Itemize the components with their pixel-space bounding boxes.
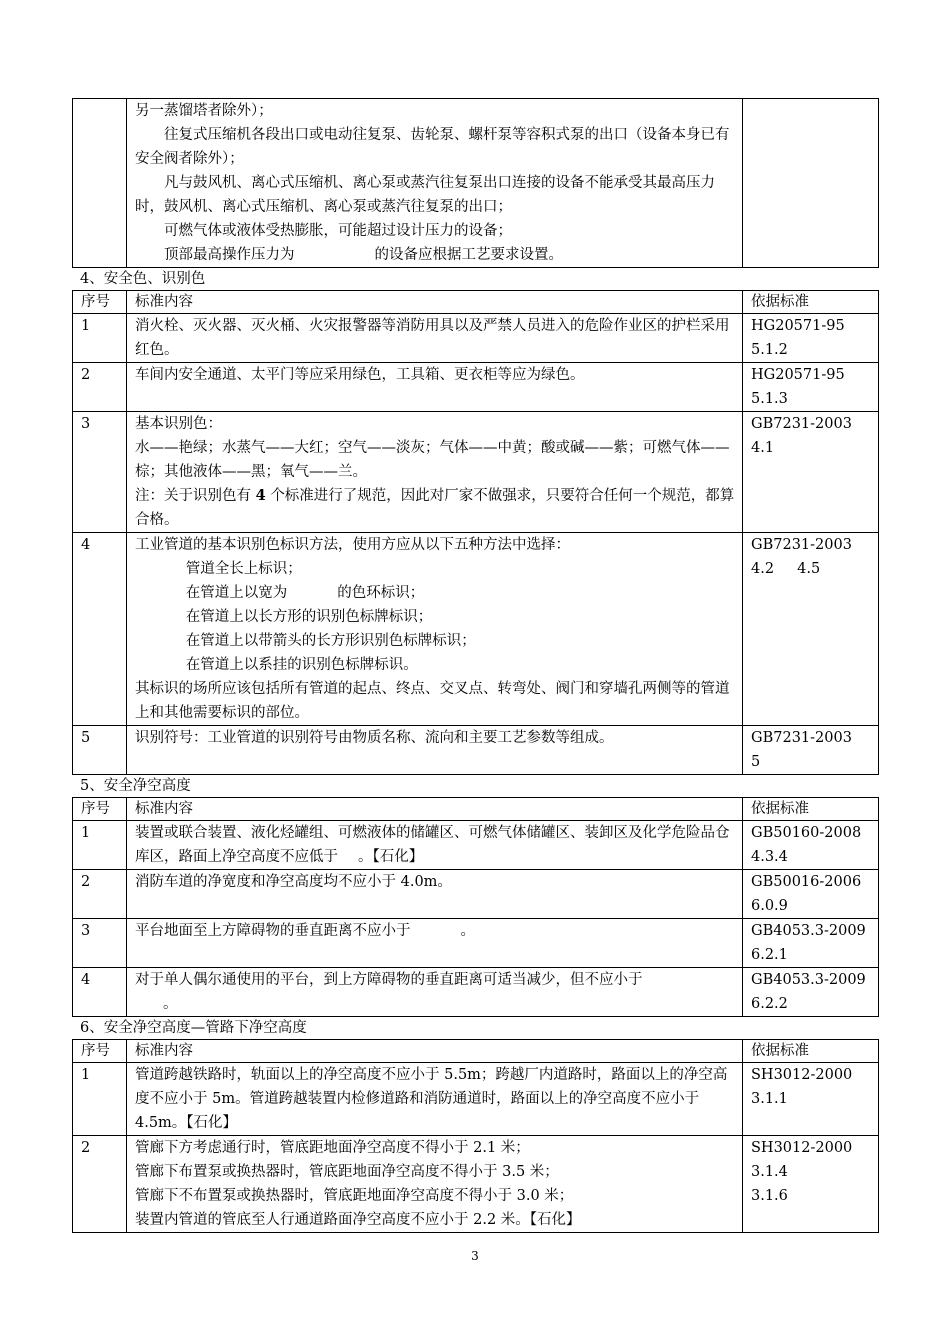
row-content: [127, 1136, 743, 1233]
text-line: 在管道上以带箭头的长方形识别色标牌标识；: [185, 633, 476, 649]
row-content: 车间内安全通道、太平门等应采用绿色，工具箱、更衣柜等应为绿色。: [127, 363, 743, 412]
row-no: 5: [73, 726, 127, 775]
basis-line: 4.1: [751, 440, 775, 456]
basis-line: 4.2 4.5: [751, 561, 821, 577]
row-no: 4: [73, 533, 127, 726]
header-basis: 依据标准: [743, 798, 879, 821]
header-basis: 依据标准: [743, 1040, 879, 1063]
row-content: [127, 968, 743, 1017]
row-no: 4: [73, 968, 127, 1017]
basis-line: GB4053.3-2009: [751, 923, 866, 939]
basis-line: SH3012-2000: [751, 1140, 853, 1156]
row-no: 1: [73, 821, 127, 870]
header-content: 标准内容: [127, 291, 743, 314]
basis-line: GB50016-2006: [751, 874, 862, 890]
table-row: [73, 412, 879, 533]
row-content: 管道跨越铁路时，轨面以上的净空高度不应小于 5.5m；跨越厂内道路时，路面以上的净空高度不应小于 5m。管道跨越装置内检修道路和消防通道时，路面以上的净空高度不应小于 4.5m。【石化】: [127, 1063, 743, 1136]
text-line: [135, 243, 736, 267]
text-line: 基本识别色：: [135, 416, 222, 432]
text-fragment: 的色环标识；: [337, 585, 425, 601]
row-content: [127, 821, 743, 870]
text-line: 装置内管道的管底至人行通道路面净空高度不应小于 2.2 米。【石化】: [135, 1212, 581, 1228]
text-fragment: 。: [163, 996, 178, 1012]
row-basis: [743, 821, 879, 870]
text-line: 工业管道的基本识别色标识方法，使用方应从以下五种方法中选择：: [135, 537, 570, 553]
basis-line: GB7231-2003: [751, 730, 852, 746]
text-line: 管道全长上标识；: [185, 561, 302, 577]
table-row: [73, 1063, 879, 1136]
text-line: 凡与鼓风机、离心式压缩机、离心泵或蒸汽往复泵出口连接的设备不能承受其最高压力时，鼓风机、离心式压缩机、离心泵或蒸汽往复泵的出口；: [135, 175, 715, 215]
row-no: 3: [73, 919, 127, 968]
text-fragment: 平台地面至上方障碍物的垂直距离不应小于: [135, 923, 411, 939]
row-no: 2: [73, 1136, 127, 1233]
text-fragment: 。: [460, 923, 475, 939]
section-title: 5、安全净空高度: [80, 778, 191, 794]
table-row: [73, 533, 879, 726]
page-number: 3: [471, 1249, 479, 1263]
row-basis: [743, 726, 879, 775]
document-page: [72, 98, 878, 1233]
row-content: 识别符号：工业管道的识别符号由物质名称、流向和主要工艺参数等组成。: [127, 726, 743, 775]
row-basis: [743, 870, 879, 919]
row-basis: [743, 919, 879, 968]
table-row: [73, 821, 879, 870]
basis-line: 6.2.1: [751, 947, 788, 963]
basis-line: SH3012-2000: [751, 1067, 853, 1083]
text-line: 往复式压缩机各段出口或电动往复泵、齿轮泵、螺杆泵等容积式泵的出口（设备本身已有安全阀者除外）；: [135, 127, 730, 167]
row-no: 2: [73, 870, 127, 919]
text-line: [135, 484, 736, 532]
text-line: 管廊下不布置泵或换热器时，管底距地面净空高度不得小于 3.0 米；: [135, 1188, 574, 1204]
row-no: 3: [73, 412, 127, 533]
table-header-row: [73, 798, 879, 821]
continuation-no-cell: [73, 99, 127, 268]
basis-line: 5.1.3: [751, 391, 788, 407]
basis-line: 6.0.9: [751, 898, 788, 914]
basis-line: 5: [751, 754, 761, 770]
text-line: 在管道上以系挂的识别色标牌标识。: [185, 657, 418, 673]
text-line: 另一蒸馏塔者除外）；: [135, 103, 273, 119]
row-no: 1: [73, 314, 127, 363]
row-basis: [743, 533, 879, 726]
row-basis: [743, 314, 879, 363]
basis-line: GB7231-2003: [751, 537, 852, 553]
section-table: [72, 290, 879, 775]
text-line: 管廊下方考虑通行时，管底距地面净空高度不得小于 2.1 米；: [135, 1140, 530, 1156]
continuation-table: [72, 98, 879, 268]
table-row: [73, 363, 879, 412]
row-basis: [743, 1136, 879, 1233]
text-line: 其标识的场所应该包括所有管道的起点、终点、交叉点、转弯处、阀门和穿墙孔两侧等的管道上和其他需要标识的部位。: [135, 681, 730, 721]
text-line: 水——艳绿；水蒸气——大红；空气——淡灰；气体——中黄；酸或碱——紫；可燃气体——棕；其他液体——黑；氧气——兰。: [135, 440, 730, 480]
text-fragment: 顶部最高操作压力为: [164, 247, 295, 263]
row-no: 1: [73, 1063, 127, 1136]
basis-line: HG20571-95: [751, 318, 845, 334]
text-fragment: 注：关于识别色有: [135, 488, 251, 504]
text-fragment: 个标准进行了规范，因此对厂家不做强求，只要符合任何一个规范，都算合格。: [135, 488, 735, 528]
basis-line: HG20571-95: [751, 367, 845, 383]
row-basis: [743, 968, 879, 1017]
basis-line: 6.2.2: [751, 996, 788, 1012]
table-row: [73, 919, 879, 968]
section-title: 4、安全色、识别色: [80, 271, 206, 287]
row-content: [127, 919, 743, 968]
header-content: 标准内容: [127, 798, 743, 821]
basis-line: GB4053.3-2009: [751, 972, 866, 988]
row-basis: [743, 1063, 879, 1136]
row-content: 消火栓、灭火器、灭火桶、火灾报警器等消防用具以及严禁人员进入的危险作业区的护栏采用红色。: [127, 314, 743, 363]
row-content: [127, 412, 743, 533]
header-no: 序号: [73, 798, 127, 821]
text-fragment: 在管道上以宽为: [185, 585, 288, 601]
text-fragment: 对于单人偶尔通使用的平台，到上方障碍物的垂直距离可适当减少，但不应小于: [135, 972, 643, 988]
text-line: 管廊下布置泵或换热器时，管底距地面净空高度不得小于 3.5 米；: [135, 1164, 559, 1180]
section-title: 6、安全净空高度—管路下净空高度: [80, 1020, 307, 1036]
basis-line: 3.1.6: [751, 1188, 788, 1204]
text-fragment: 装置或联合装置、液化烃罐组、可燃液体的储罐区、可燃气体储罐区、装卸区及化学危险品仓库区，路面上净空高度不应低于: [135, 825, 730, 865]
table-row: [73, 726, 879, 775]
basis-line: GB50160-2008: [751, 825, 862, 841]
basis-line: 4.3.4: [751, 849, 788, 865]
row-content: 消防车道的净宽度和净空高度均不应小于 4.0m。: [127, 870, 743, 919]
table-header-row: [73, 291, 879, 314]
row-basis: [743, 363, 879, 412]
table-row: [73, 870, 879, 919]
text-line: [135, 581, 736, 605]
header-content: 标准内容: [127, 1040, 743, 1063]
continuation-content-cell: [127, 99, 743, 268]
basis-line: 5.1.2: [751, 342, 788, 358]
basis-line: 3.1.4: [751, 1164, 788, 1180]
text-line: 可燃气体或液体受热膨胀，可能超过设计压力的设备；: [164, 223, 512, 239]
section-table: [72, 1039, 879, 1233]
text-line: 在管道上以长方形的识别色标牌标识；: [185, 609, 433, 625]
table-header-row: [73, 1040, 879, 1063]
continuation-basis-cell: [743, 99, 879, 268]
row-content: [127, 533, 743, 726]
section-table: [72, 797, 879, 1017]
table-row: [73, 314, 879, 363]
basis-line: GB7231-2003: [751, 416, 852, 432]
basis-line: 3.1.1: [751, 1091, 788, 1107]
row-no: 2: [73, 363, 127, 412]
text-fragment: 。【石化】: [358, 849, 424, 865]
header-no: 序号: [73, 1040, 127, 1063]
text-fragment: 4: [255, 487, 266, 504]
header-no: 序号: [73, 291, 127, 314]
table-row: [73, 968, 879, 1017]
row-basis: [743, 412, 879, 533]
text-fragment: 的设备应根据工艺要求设置。: [374, 247, 563, 263]
header-basis: 依据标准: [743, 291, 879, 314]
table-row: [73, 1136, 879, 1233]
